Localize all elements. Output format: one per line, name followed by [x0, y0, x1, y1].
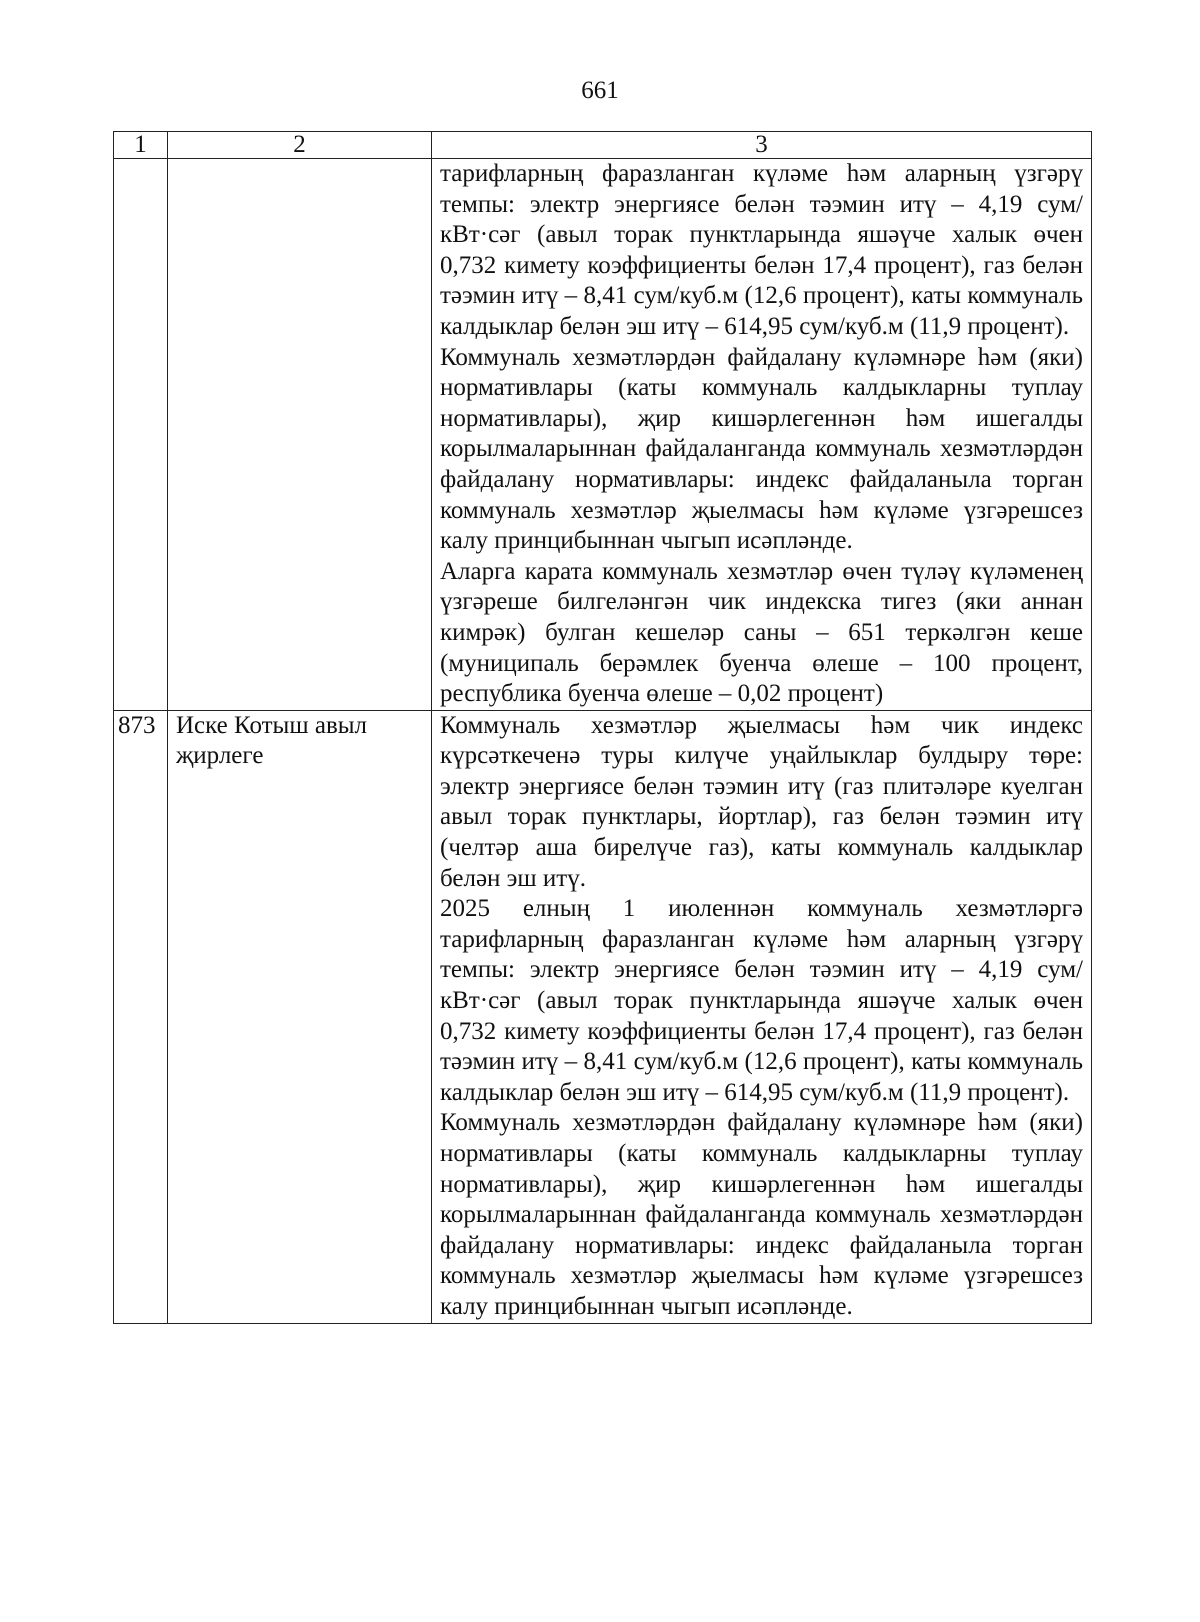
page-number: 661	[581, 77, 619, 104]
paragraph: Коммуналь хезмәтләрдән файдалану күләмнәре һәм (яки) нормативлары (каты коммуналь калдыкларны туплау нормативлары), җир кишәрлегеннән һәм ишегалды корылмаларыннан файдаланганда коммуналь хезмәтләрдән файдалану нормативлары: индекс файдаланыла торган коммуналь хезмәтләр җыелмасы һәм күләме үзгәрешсез калу принцибыннан чыгып исәпләнде.	[440, 1109, 1083, 1320]
paragraph: Коммуналь хезмәтләр җыелмасы һәм чик индекс күрсәткеченә туры килүче уңайлыклар булдыру төре: электр энергиясе белән тәэмин итү (газ плитәләре куелган авыл торак пунктлары, йортлар), газ белән тәэмин итү (челтәр аша бирелүче газ), каты коммуналь калдыклар белән эш итү.	[440, 711, 1083, 892]
column-header-3: 3	[432, 132, 1092, 159]
settlement-name: Иске Котыш авыл җирлеге	[168, 710, 432, 1323]
column-header-1: 1	[114, 132, 168, 159]
row-description	[432, 159, 1092, 711]
paragraph: Коммуналь хезмәтләрдән файдалану күләмнәре һәм (яки) нормативлары (каты коммуналь калдыкларны туплау нормативлары), җир кишәрлегеннән һәм ишегалды корылмаларыннан файдаланганда коммуналь хезмәтләрдән файдалану нормативлары: индекс файдаланыла торган коммуналь хезмәтләр җыелмасы һәм күләме үзгәрешсез калу принцибыннан чыгып исәпләнде.	[440, 343, 1083, 555]
table-header-row	[114, 132, 1092, 159]
table-row	[114, 710, 1092, 1323]
paragraph: тарифларның фаразланган күләме һәм аларның үзгәрү темпы: электр энергиясе белән тәэмин итү – 4,19 сум/кВт·сәг (авыл торак пунктларында яшәүче халык өчен 0,732 кимету коэффициенты белән 17,4 процент), газ белән тәэмин итү – 8,41 сум/куб.м (12,6 процент), каты коммуналь калдыклар белән эш итү – 614,95 сум/куб.м (11,9 процент).	[440, 160, 1083, 340]
paragraph: 2025 елның 1 июленнән коммуналь хезмәтләргә тарифларның фаразланган күләме һәм аларның үзгәрү темпы: электр энергиясе белән тәэмин итү – 4,19 сум/кВт·сәг (авыл торак пунктларында яшәүче халык өчен 0,732 кимету коэффициенты белән 17,4 процент), газ белән тәэмин итү – 8,41 сум/куб.м (12,6 процент), каты коммуналь калдыклар белән эш итү – 614,95 сум/куб.м (11,9 процент).	[440, 895, 1083, 1106]
column-header-2: 2	[168, 132, 432, 159]
row-number: 873	[114, 710, 168, 1323]
row-number	[114, 159, 168, 711]
row-description	[432, 710, 1092, 1323]
settlement-name	[168, 159, 432, 711]
paragraph: Аларга карата коммуналь хезмәтләр өчен түләү күләменең үзгәреше билгеләнгән чик индекска тигез (яки аннан кимрәк) булган кешеләр саны – 651 теркәлгән кеше (муниципаль берәмлек буенча өлеше – 100 процент, республика буенча өлеше – 0,02 процент)	[440, 557, 1083, 708]
table-row	[114, 159, 1092, 711]
document-table	[113, 131, 1092, 1324]
